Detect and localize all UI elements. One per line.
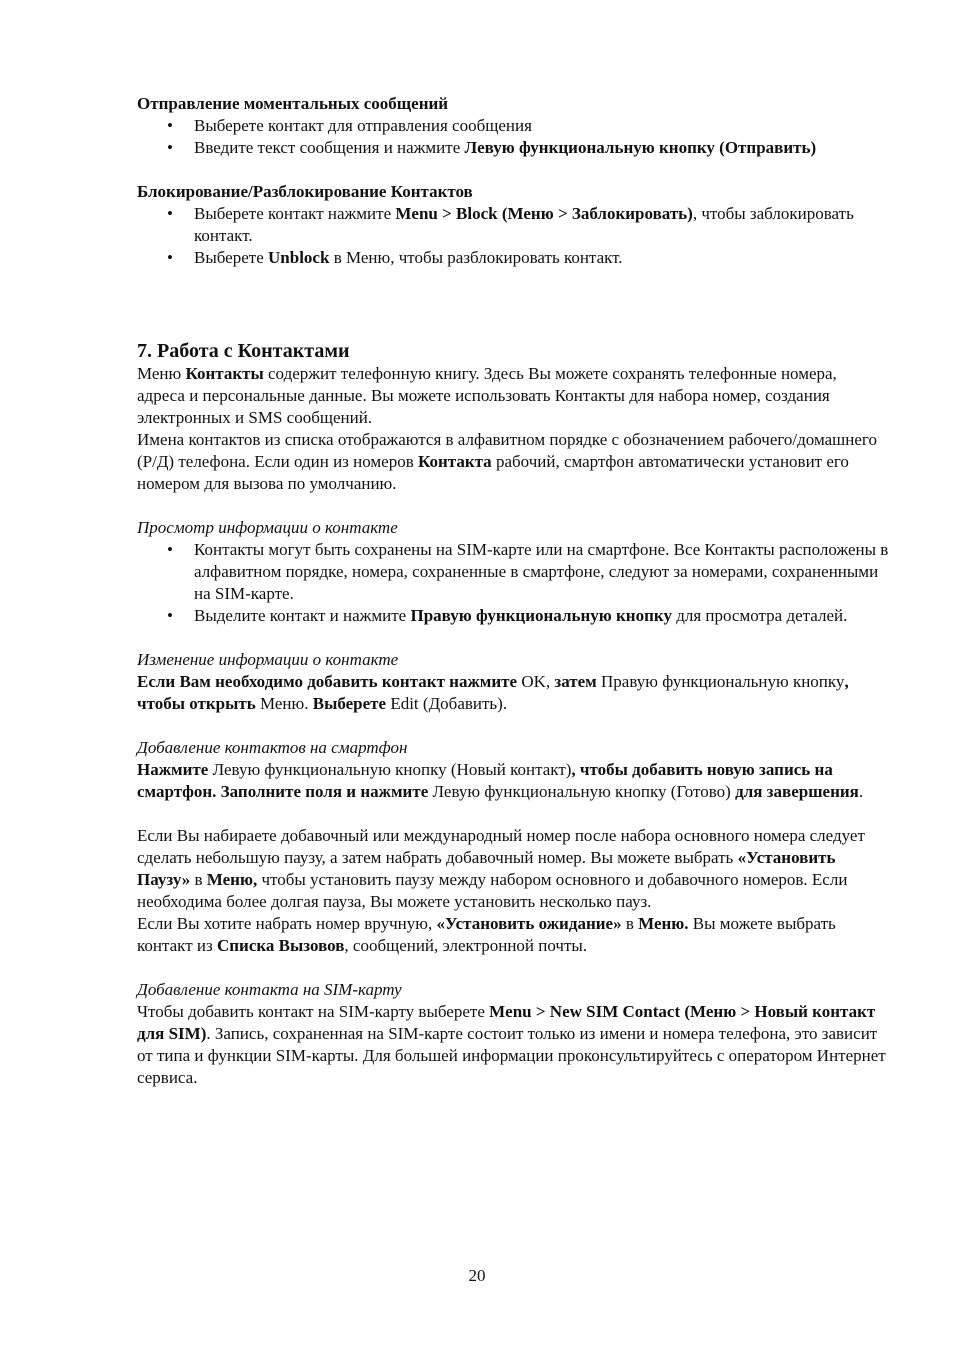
contacts-intro-paragraph: Меню Контакты содержит телефонную книгу. Здесь Вы можете сохранять телефонные номера, адреса и персональные данные. Вы можете использовать Контакты для набора номер, создания электронных и SMS сообщений. bbox=[137, 364, 837, 427]
add-phone-contact-subheading: Добавление контактов на смартфон bbox=[137, 738, 408, 757]
list-item: • Контакты могут быть сохранены на SIM-карте или на смартфоне. Все Контакты расположены в алфавитном порядке, номера, сохраненные в смартфоне, следуют за номерами, сохраненными на SIM-карте. bbox=[167, 540, 889, 603]
list-item: • Выберете контакт нажмите Menu > Block (Меню > Заблокировать), чтобы заблокировать контакт. bbox=[167, 204, 854, 245]
pause-paragraph: Если Вы набираете добавочный или международный номер после набора основного номера следует сделать небольшую паузу, а затем набрать добавочный номер. Вы можете выбрать «Установить Паузу» в Меню, чтобы установить паузу между набором основного и добавочного номеров. Если необходима более долгая пауза, Вы можете установить несколько пауз. bbox=[137, 826, 865, 911]
list-item: • Выберете контакт для отправления сообщения bbox=[167, 116, 532, 135]
document-page bbox=[137, 93, 889, 1089]
bullet-icon: • bbox=[167, 116, 173, 135]
block-contacts-heading: Блокирование/Разблокирование Контактов bbox=[137, 182, 473, 201]
wait-paragraph: Если Вы хотите набрать номер вручную, «Установить ожидание» в Меню. Вы можете выбрать контакт из Списка Вызовов, сообщений, электронной почты. bbox=[137, 914, 836, 955]
view-contact-list bbox=[137, 539, 889, 627]
list-item: • Введите текст сообщения и нажмите Левую функциональную кнопку (Отправить) bbox=[167, 138, 817, 157]
section-title: 7. Работа с Контактами bbox=[137, 340, 350, 362]
contacts-order-paragraph: Имена контактов из списка отображаются в алфавитном порядке с обозначением рабочего/домашнего (Р/Д) телефона. Если один из номеров Контакта рабочий, смартфон автоматически установит его номером для вызова по умолчанию. bbox=[137, 430, 877, 493]
list-item: • Выберете Unblock в Меню, чтобы разблокировать контакт. bbox=[167, 248, 623, 267]
edit-contact-paragraph: Если Вам необходимо добавить контакт нажмите OK, затем Правую функциональную кнопку, чтобы открыть Меню. Выберете Edit (Добавить). bbox=[137, 672, 849, 713]
add-sim-contact-paragraph: Чтобы добавить контакт на SIM-карту выберете Menu > New SIM Contact (Меню > Новый контакт для SIM). Запись, сохраненная на SIM-карте состоит только из имени и номера телефона, это зависит от типа и функции SIM-карты. Для большей информации проконсультируйтесь с оператором Интернет сервиса. bbox=[137, 1002, 886, 1087]
bullet-icon: • bbox=[167, 248, 173, 267]
bullet-icon: • bbox=[167, 606, 173, 625]
edit-contact-subheading: Изменение информации о контакте bbox=[137, 650, 399, 669]
instant-messages-heading: Отправление моментальных сообщений bbox=[137, 94, 449, 113]
bullet-icon: • bbox=[167, 138, 173, 157]
instant-messages-list bbox=[137, 115, 889, 159]
bullet-icon: • bbox=[167, 540, 173, 559]
view-contact-subheading: Просмотр информации о контакте bbox=[137, 518, 398, 537]
block-contacts-list bbox=[137, 203, 889, 269]
list-item: • Выделите контакт и нажмите Правую функциональную кнопку для просмотра деталей. bbox=[167, 606, 848, 625]
add-phone-contact-paragraph: Нажмите Левую функциональную кнопку (Новый контакт), чтобы добавить новую запись на смартфон. Заполните поля и нажмите Левую функциональную кнопку (Готово) для завершения. bbox=[137, 760, 864, 801]
add-sim-contact-subheading: Добавление контакта на SIM-карту bbox=[137, 980, 402, 999]
page-number: 20 bbox=[468, 1266, 486, 1285]
bullet-icon: • bbox=[167, 204, 173, 223]
